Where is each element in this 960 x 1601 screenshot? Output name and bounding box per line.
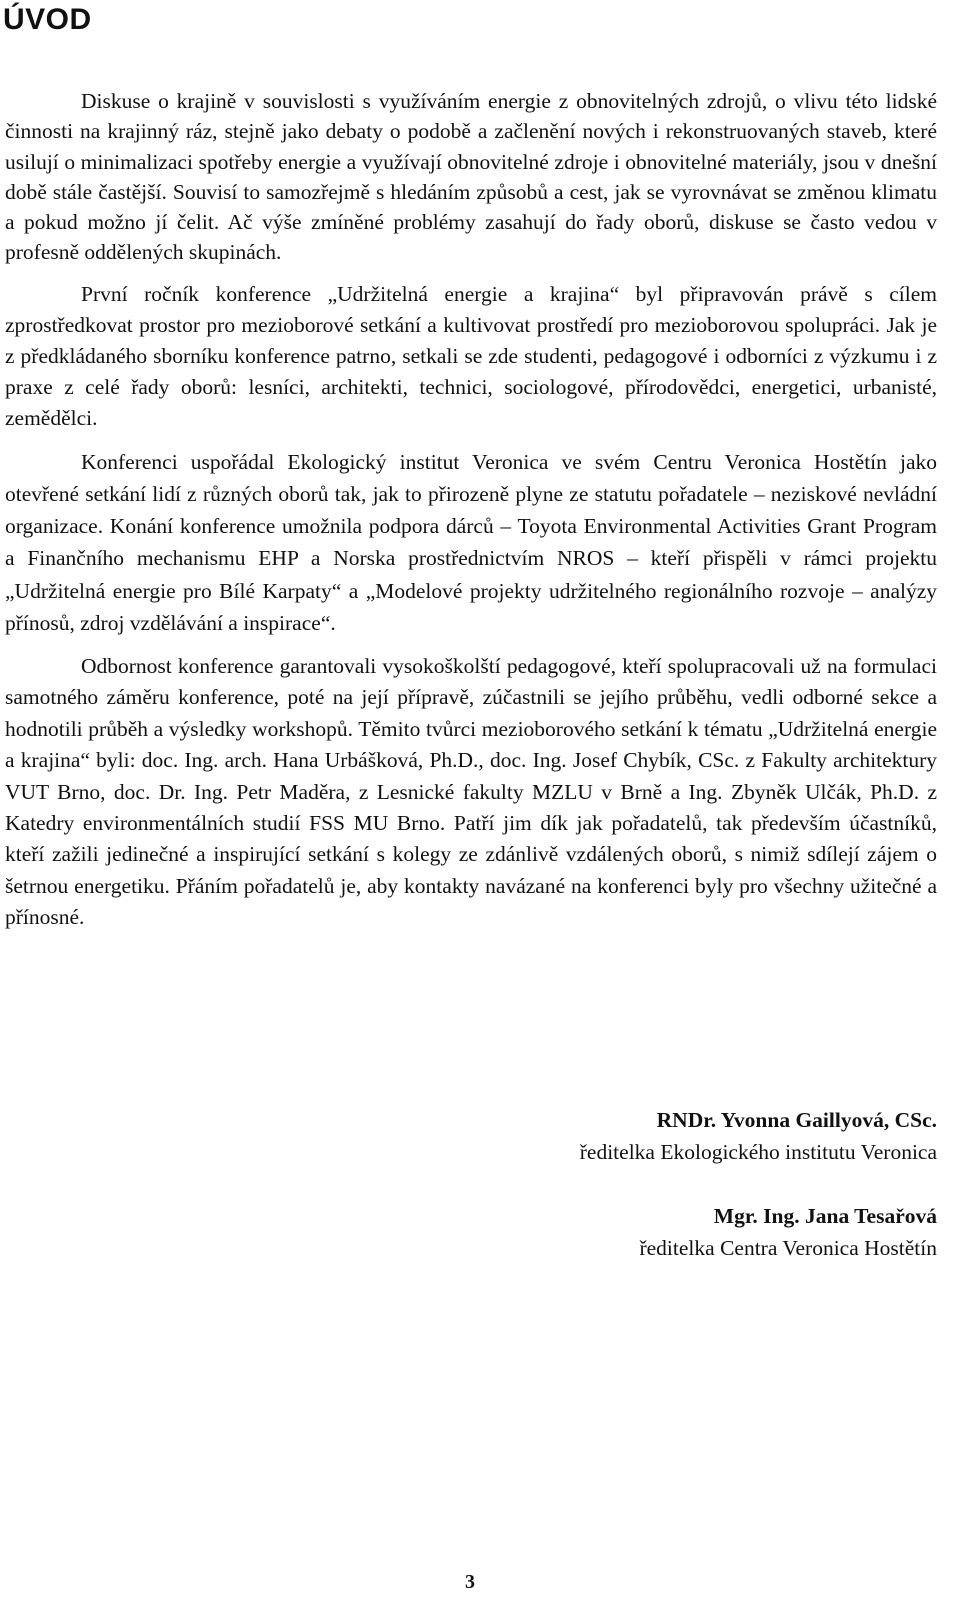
paragraph-2: První ročník konference „Udržitelná energie a krajina“ byl připravován právě s cílem zprostředkovat prostor pro mezioborové setkání a kultivovat prostředí pro mezioborovou spolupráci. Jak je z předkládaného sborníku konference patrno, setkali se zde studenti, pedagogové i odborníci z výzkumu i z praxe z celé řady oborů: lesníci, architekti, technici, sociologové, přírodovědci, energetici, urbanisté, zemědělci. xyxy=(5,281,937,430)
signature-role: ředitelka Centra Veronica Hostětín xyxy=(639,1236,937,1260)
paragraph-4: Odbornost konference garantovali vysokoškolští pedagogové, kteří spolupracovali už na formulaci samotného záměru konference, poté na její přípravě, zúčastnili se jejího průběhu, vedli odborné sekce a hodnotili průběh a výsledky workshopů. Těmito tvůrci mezioborového setkání k tématu „Udržitelná energie a krajina“ byli: doc. Ing. arch. Hana Urbášková, Ph.D., doc. Ing. Josef Chybík, CSc. z Fakulty architektury VUT Brno, doc. Dr. Ing. Petr Maděra, z Lesnické fakulty MZLU v Brně a Ing. Zbyněk Ulčák, Ph.D. z Katedry environmentálních studií FSS MU Brno. Patří jim dík jak pořadatelů, tak především účastníků, kteří zažili jedinečné a inspirující setkání s kolegy ze zdánlivě vzdálených oborů, s nimiž sdílejí zájem o šetrnou energetiku. Přáním pořadatelů je, aby kontakty navázané na konferenci byly pro všechny užitečné a přínosné. xyxy=(5,654,937,930)
page-number: 3 xyxy=(465,1571,475,1593)
signature-name: RNDr. Yvonna Gaillyová, CSc. xyxy=(656,1108,937,1132)
signature-role: ředitelka Ekologického institutu Veronica xyxy=(579,1140,937,1164)
paragraph-1: Diskuse o krajině v souvislosti s využíváním energie z obnovitelných zdrojů, o vlivu této lidské činnosti na krajinný ráz, stejně jako debaty o podobě a začlenění nových i rekonstruovaných staveb, které usilují o minimalizaci spotřeby energie a využívají obnovitelné zdroje i obnovitelné materiály, jsou v dnešní době stále častější. Souvisí to samozřejmě s hledáním způsobů a cest, jak se vyrovnávat se změnou klimatu a pokud možno jí čelit. Ač výše zmíněné problémy zasahují do řady oborů, diskuse se často vedou v profesně oddělených skupinách. xyxy=(5,89,937,265)
signature-name: Mgr. Ing. Jana Tesařová xyxy=(713,1204,937,1228)
body-text xyxy=(5,86,937,934)
signature-block-2 xyxy=(639,1200,937,1264)
paragraph-3: Konferenci uspořádal Ekologický institut Veronica ve svém Centru Veronica Hostětín jako otevřené setkání lidí z různých oborů tak, jak to přirozeně plyne ze statutu pořadatele – neziskové nevládní organizace. Konání konference umožnila podpora dárců – Toyota Environmental Activities Grant Program a Finančního mechanismu EHP a Norska prostřednictvím NROS – kteří přispěli v rámci projektu „Udržitelná energie pro Bílé Karpaty“ a „Modelové projekty udržitelného regionálního rozvoje – analýzy přínosů, zdroj vzdělávání a inspirace“. xyxy=(5,449,937,635)
page-title: ÚVOD xyxy=(3,3,92,36)
signature-block-1 xyxy=(580,1104,937,1168)
